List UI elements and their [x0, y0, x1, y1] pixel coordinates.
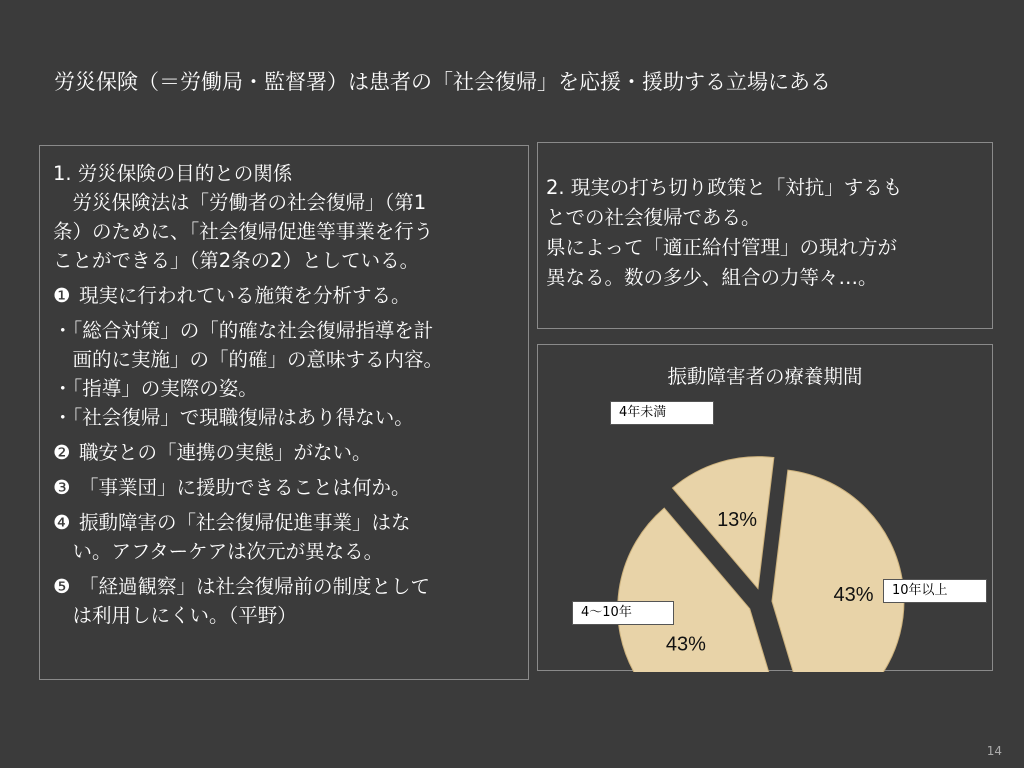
item-text: 振動障害の「社会復帰促進事業」はな [79, 511, 411, 534]
item-text: 「事業団」に援助できることは何か。 [79, 476, 411, 499]
chart-box [537, 344, 993, 671]
slide-title: 労災保険（＝労働局・監督署）は患者の「社会復帰」を応援・援助する立場にある [54, 70, 831, 94]
paragraph-line: 条）のために、「社会復帰促進等事業を行う [53, 220, 434, 243]
legend-label-4-10-years: 4～10年 [572, 601, 674, 625]
pie-data-label-1: 43% [665, 633, 706, 656]
item-2 [53, 438, 528, 467]
item-5 [53, 572, 528, 601]
section-2-line: とでの社会復帰である。 [546, 206, 761, 229]
item-text: 職安との「連携の実態」がない。 [79, 441, 372, 464]
item-4 [53, 508, 528, 537]
pie-data-label-2: 13% [717, 509, 758, 532]
item-text: 現実に行われている施策を分析する。 [79, 284, 411, 307]
item-number: ❹ [53, 511, 71, 534]
legend-label-4-years-under: 4年未満 [610, 401, 714, 425]
paragraph-line: 労災保険法は「労働者の社会復帰」（第1 [53, 191, 427, 214]
right-top-text-box [537, 142, 993, 329]
bullet-line: ・「指導」の実際の姿。 [53, 377, 258, 400]
item-1 [53, 281, 528, 310]
item-text: 「経過観察」は社会復帰前の制度として [79, 575, 431, 598]
paragraph-line: ことができる」（第2条の2）としている。 [53, 249, 420, 272]
section-1-heading: 1. 労災保険の目的との関係 [53, 162, 293, 185]
section-2-line: 異なる。数の多少、組合の力等々…。 [546, 266, 878, 289]
legend-label-10-years-plus: 10年以上 [883, 579, 987, 603]
item-3 [53, 473, 528, 502]
section-2-line: 2. 現実の打ち切り政策と「対抗」するも [546, 176, 903, 199]
item-5-continued: は利用しにくい。（平野） [53, 604, 297, 627]
bullet-line: ・「社会復帰」で現職復帰はあり得ない。 [53, 406, 414, 429]
section-2-line: 県によって「適正給付管理」の現れ方が [546, 236, 898, 259]
item-number: ❶ [53, 284, 71, 307]
item-number: ❸ [53, 476, 71, 499]
item-number: ❺ [53, 575, 71, 598]
item-4-continued: い。アフターケアは次元が異なる。 [53, 540, 384, 563]
bullet-line: 画的に実施」の「的確」の意味する内容。 [53, 348, 444, 371]
pie-slice-0 [772, 470, 904, 672]
chart-title: 振動障害者の療養期間 [667, 365, 863, 388]
bullet-line: ・「総合対策」の「的確な社会復帰指導を計 [53, 319, 434, 342]
item-number: ❷ [53, 441, 71, 464]
left-text-box [39, 145, 529, 680]
page-number: 14 [986, 744, 1002, 758]
pie-data-label-0: 43% [833, 584, 874, 607]
